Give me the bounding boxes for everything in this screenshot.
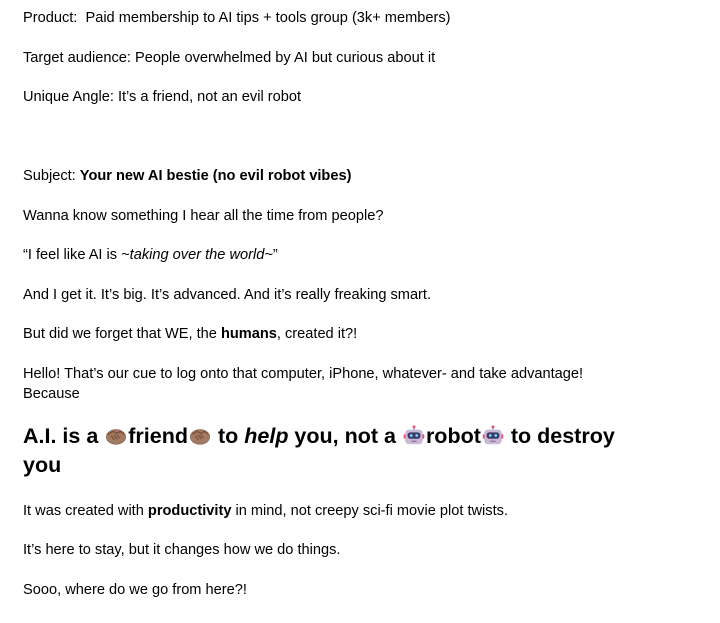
audience-value: People overwhelmed by AI but curious about it: [134, 49, 436, 66]
email-line-3: And I get it. It’s big. It’s advanced. And it’s really freaking smart.: [23, 286, 432, 303]
product-value: Paid membership to AI tips + tools group (3k+ members): [85, 10, 451, 26]
email-line-6: It was created with productivity in mind, not creepy sci-fi movie plot twists.: [23, 502, 508, 519]
subject-value: Your new AI bestie (no evil robot vibes): [79, 168, 352, 184]
document-body: [23, 8, 703, 600]
quote-line: “I feel like AI is ~taking over the world~”: [23, 247, 278, 263]
email-line-7: It’s here to stay, but it changes how we do things.: [23, 542, 341, 558]
subject-line: [23, 166, 703, 186]
help-word: help: [244, 423, 289, 448]
angle-line: [23, 87, 703, 107]
robot-icon: [403, 425, 425, 447]
main-heading: A.I. is a friend to help you, not a robot to destroy you: [23, 422, 703, 480]
product-label: Product:: [23, 10, 78, 26]
handshake-icon: [189, 425, 211, 447]
email-line-1: Wanna know something I hear all the time from people?: [23, 207, 384, 224]
humans-bold: humans: [220, 326, 277, 342]
robot-icon: [482, 425, 504, 447]
productivity-bold: productivity: [147, 502, 232, 519]
heading-line-2: you: [23, 452, 62, 477]
angle-label: Unique Angle:: [23, 89, 114, 105]
audience-label: Target audience:: [23, 49, 131, 66]
angle-value: It’s a friend, not an evil robot: [117, 89, 302, 105]
email-line-8: Sooo, where do we go from here?!: [23, 581, 247, 598]
handshake-icon: [105, 425, 127, 447]
friend-word: friend: [128, 423, 188, 448]
product-line: [23, 8, 703, 28]
email-line-5: Hello! That’s our cue to log onto that computer, iPhone, whatever- and take advantage! Because: [23, 365, 584, 402]
robot-word: robot: [425, 423, 481, 448]
quote-italic: ~taking over the world~: [121, 247, 273, 263]
email-line-4: But did we forget that WE, the humans, created it?!: [23, 326, 358, 342]
audience-line: [23, 48, 703, 68]
subject-label: Subject:: [23, 168, 76, 184]
